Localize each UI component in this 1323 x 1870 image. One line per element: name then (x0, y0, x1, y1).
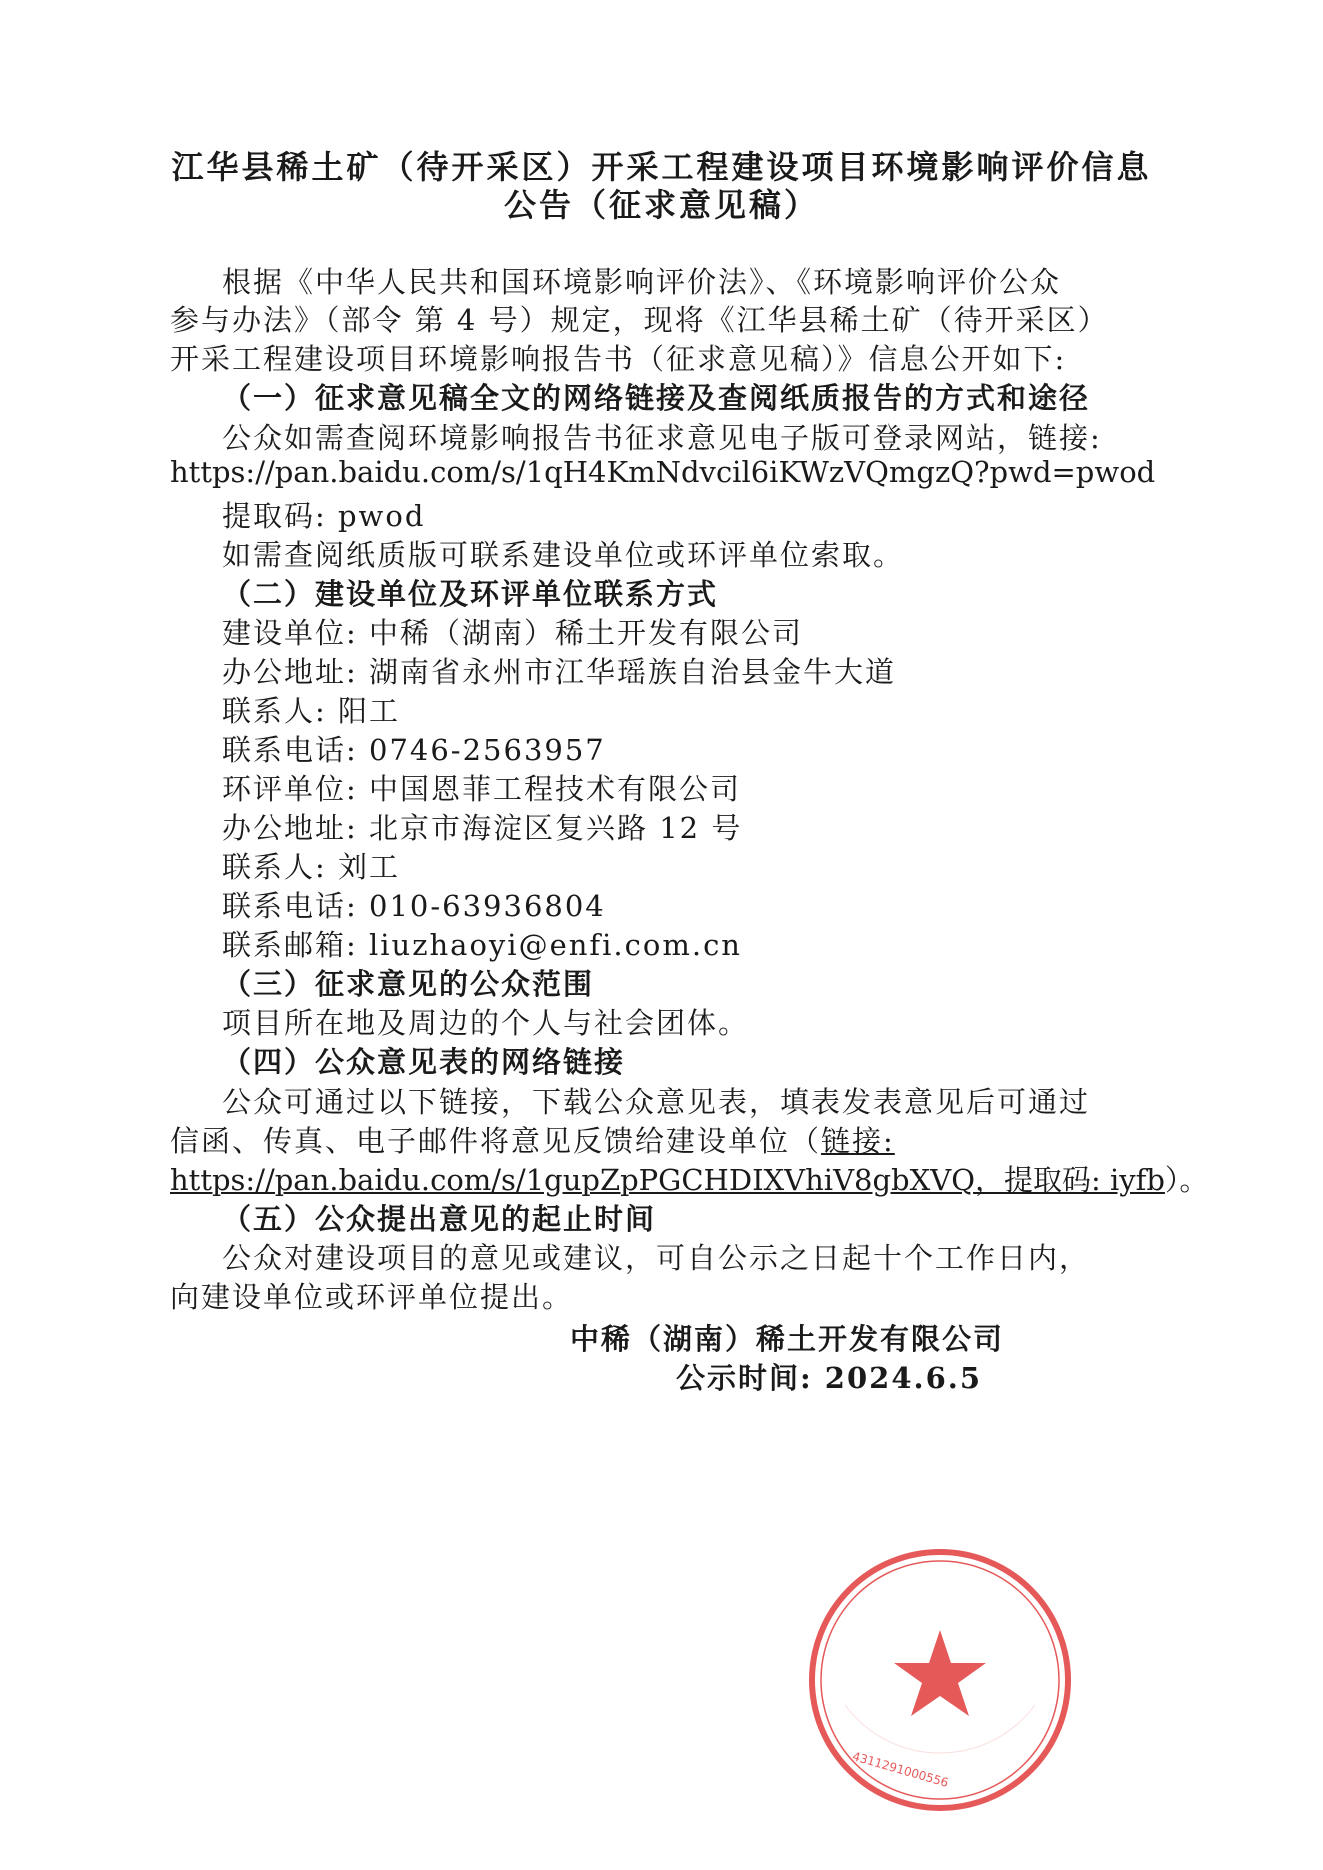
builder-contact: 联系人: 阳工 (222, 694, 400, 728)
intro-line-1: 根据《中华人民共和国环境影响评价法》、《环境影响评价公众 (222, 265, 1062, 299)
company-seal-stamp (805, 1545, 1075, 1815)
title-line-1: 江华县稀土矿（待开采区）开采工程建设项目环境影响评价信息 (171, 148, 1152, 186)
section-4-line-3-end: ）。 (1164, 1163, 1209, 1197)
opinion-form-link-label[interactable]: 链接: (821, 1124, 895, 1158)
builder-phone: 联系电话: 0746-2563957 (222, 733, 606, 767)
eia-phone: 联系电话: 010-63936804 (222, 889, 606, 923)
signature-company: 中稀（湖南）稀土开发有限公司 (570, 1322, 1005, 1356)
section-5-line-2: 向建设单位或环评单位提出。 (170, 1280, 574, 1314)
paper-copy-note: 如需查阅纸质版可联系建设单位或环评单位索取。 (222, 538, 905, 572)
extraction-code: 提取码: pwod (222, 499, 426, 533)
section-5-line-1: 公众对建设项目的意见或建议，可自公示之日起十个工作日内， (222, 1241, 1091, 1275)
intro-line-2: 参与办法》（部令 第 4 号）规定，现将《江华县稀土矿（待开采区） (170, 303, 1109, 337)
section-4-line-3 (170, 1158, 1208, 1199)
eia-email[interactable]: 联系邮箱: liuzhaoyi@enfi.com.cn (222, 928, 742, 962)
section-4-line-2 (170, 1119, 895, 1160)
builder-address: 办公地址: 湖南省永州市江华瑶族自治县金牛大道 (222, 655, 896, 689)
eia-unit: 环评单位: 中国恩菲工程技术有限公司 (222, 772, 741, 806)
section-4-line-2-text: 信函、传真、电子邮件将意见反馈给建设单位（ (170, 1124, 822, 1158)
report-download-link[interactable]: https://pan.baidu.com/s/1qH4KmNdvcil6iKWzVQmgzQ?pwd=pwod (170, 455, 1156, 489)
section-5-heading: （五）公众提出意见的起止时间 (222, 1202, 657, 1236)
section-2-heading: （二）建设单位及环评单位联系方式 (222, 577, 719, 611)
opinion-form-link[interactable]: https://pan.baidu.com/s/1gupZpPGCHDIXVhiV8gbXVQ，提取码: iyfb (170, 1163, 1165, 1197)
builder-unit: 建设单位: 中稀（湖南）稀土开发有限公司 (222, 616, 803, 650)
section-3-heading: （三）征求意见的公众范围 (222, 967, 595, 1001)
eia-contact: 联系人: 刘工 (222, 850, 400, 884)
section-1-line-1: 公众如需查阅环境影响报告书征求意见电子版可登录网站，链接: (222, 421, 1102, 455)
svg-text:4311291000556: 4311291000556 (850, 1749, 951, 1790)
section-4-heading: （四）公众意见表的网络链接 (222, 1045, 626, 1079)
eia-address: 办公地址: 北京市海淀区复兴路 12 号 (222, 811, 743, 845)
title-line-2: 公告（征求意见稿） (503, 186, 819, 224)
intro-line-3: 开采工程建设项目环境影响报告书（征求意见稿）》信息公开如下: (170, 342, 1067, 376)
signature-date: 公示时间: 2024.6.5 (676, 1361, 983, 1395)
section-3-text: 项目所在地及周边的个人与社会团体。 (222, 1006, 750, 1040)
section-4-line-1: 公众可通过以下链接，下载公众意见表，填表发表意见后可通过 (222, 1085, 1091, 1119)
section-1-heading: （一）征求意见稿全文的网络链接及查阅纸质报告的方式和途径 (222, 381, 1091, 415)
